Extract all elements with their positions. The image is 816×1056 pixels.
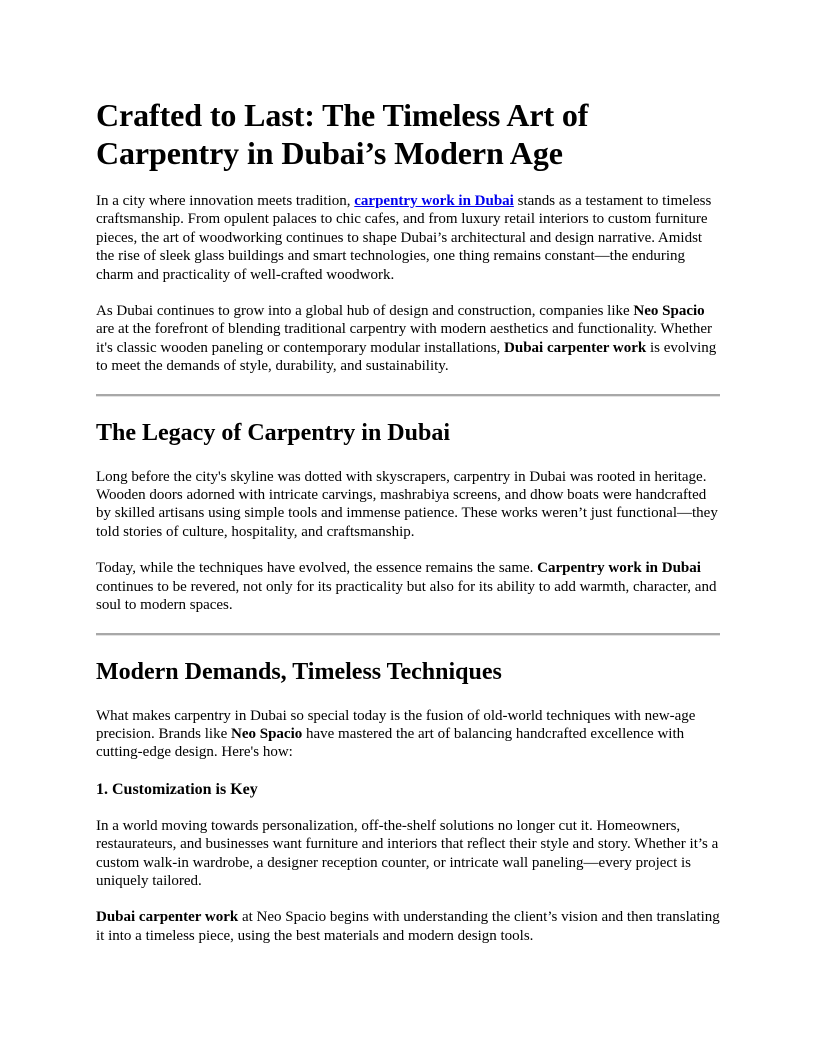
brand-name-bold: Neo Spacio [633, 303, 705, 320]
intro-text: stands as a testament to timeless craftsmanship. From opulent palaces to chic cafes, and from luxury retail interiors to custom furniture pieces, the art of woodworking continues to shape Dubai’s architectural and design narrative. Amidst the rise of sleek glass buildings and smart technologies, one thing remains constant—the enduring charm and practicality of well-crafted woodwork. [96, 193, 712, 283]
section-divider [96, 633, 720, 636]
page-title: Crafted to Last: The Timeless Art of Carpentry in Dubai’s Modern Age [96, 97, 589, 171]
brand-name-bold: Neo Spacio [230, 725, 303, 742]
legacy-text: continues to be revered, not only for its practicality but also for its ability to add warmth, character, and soul to modern spaces. [96, 578, 717, 614]
section-heading-modern: Modern Demands, Timeless Techniques [96, 658, 502, 685]
subheading-customization: 1. Customization is Key [96, 780, 258, 798]
modern-text: What makes carpentry in Dubai so special today is the fusion of old-world techniques with new-age precision. Brands like [96, 707, 696, 742]
modern-paragraph-1 [96, 707, 720, 762]
legacy-text: Today, while the techniques have evolved, the essence remains the same. [96, 560, 538, 577]
intro-text: is evolving to meet the demands of style, durability, and sustainability. [96, 339, 717, 375]
intro-text: are at the forefront of blending traditional carpentry with modern aesthetics and functionality. Whether it's classic wooden paneling or contemporary modular installations, [96, 321, 713, 356]
legacy-paragraph-1: Long before the city's skyline was dotted with skyscrapers, carpentry in Dubai was rooted in heritage. Wooden doors adorned with intricate carvings, mashrabiya screens, and dhow boats were handcrafted by skilled artisans using simple tools and immense patience. These works weren’t just functional—they told stories of culture, hospitality, and craftsmanship. [96, 468, 718, 540]
customization-paragraph-1: In a world moving towards personalization, off-the-shelf solutions no longer cut it. Homeowners, restaurateurs, and businesses want furniture and interiors that reflect their style and story. Whether it’s a custom walk-in wardrobe, a designer reception counter, or intricate wall paneling—every project is uniquely tailored. [96, 817, 719, 889]
intro-text: In a city where innovation meets tradition, [96, 193, 355, 209]
intro-paragraph-2 [96, 302, 720, 376]
section-heading-legacy: The Legacy of Carpentry in Dubai [96, 419, 450, 446]
legacy-paragraph-2 [96, 559, 720, 614]
carpentry-work-link[interactable]: carpentry work in Dubai [354, 193, 514, 209]
keyword-bold: Carpentry work in Dubai [537, 560, 701, 577]
intro-paragraph-1 [96, 192, 720, 284]
section-divider [96, 394, 720, 397]
intro-text: As Dubai continues to grow into a global hub of design and construction, companies like [96, 303, 634, 320]
modern-text: have mastered the art of balancing handcrafted excellence with cutting-edge design. Here's how: [96, 725, 685, 761]
keyword-bold: Dubai carpenter work [96, 909, 239, 926]
keyword-bold: Dubai carpenter work [504, 339, 647, 356]
customization-text: at Neo Spacio begins with understanding the client’s vision and then translating it into a timeless piece, using the best materials and modern design tools. [96, 909, 720, 944]
customization-paragraph-2 [96, 908, 720, 945]
